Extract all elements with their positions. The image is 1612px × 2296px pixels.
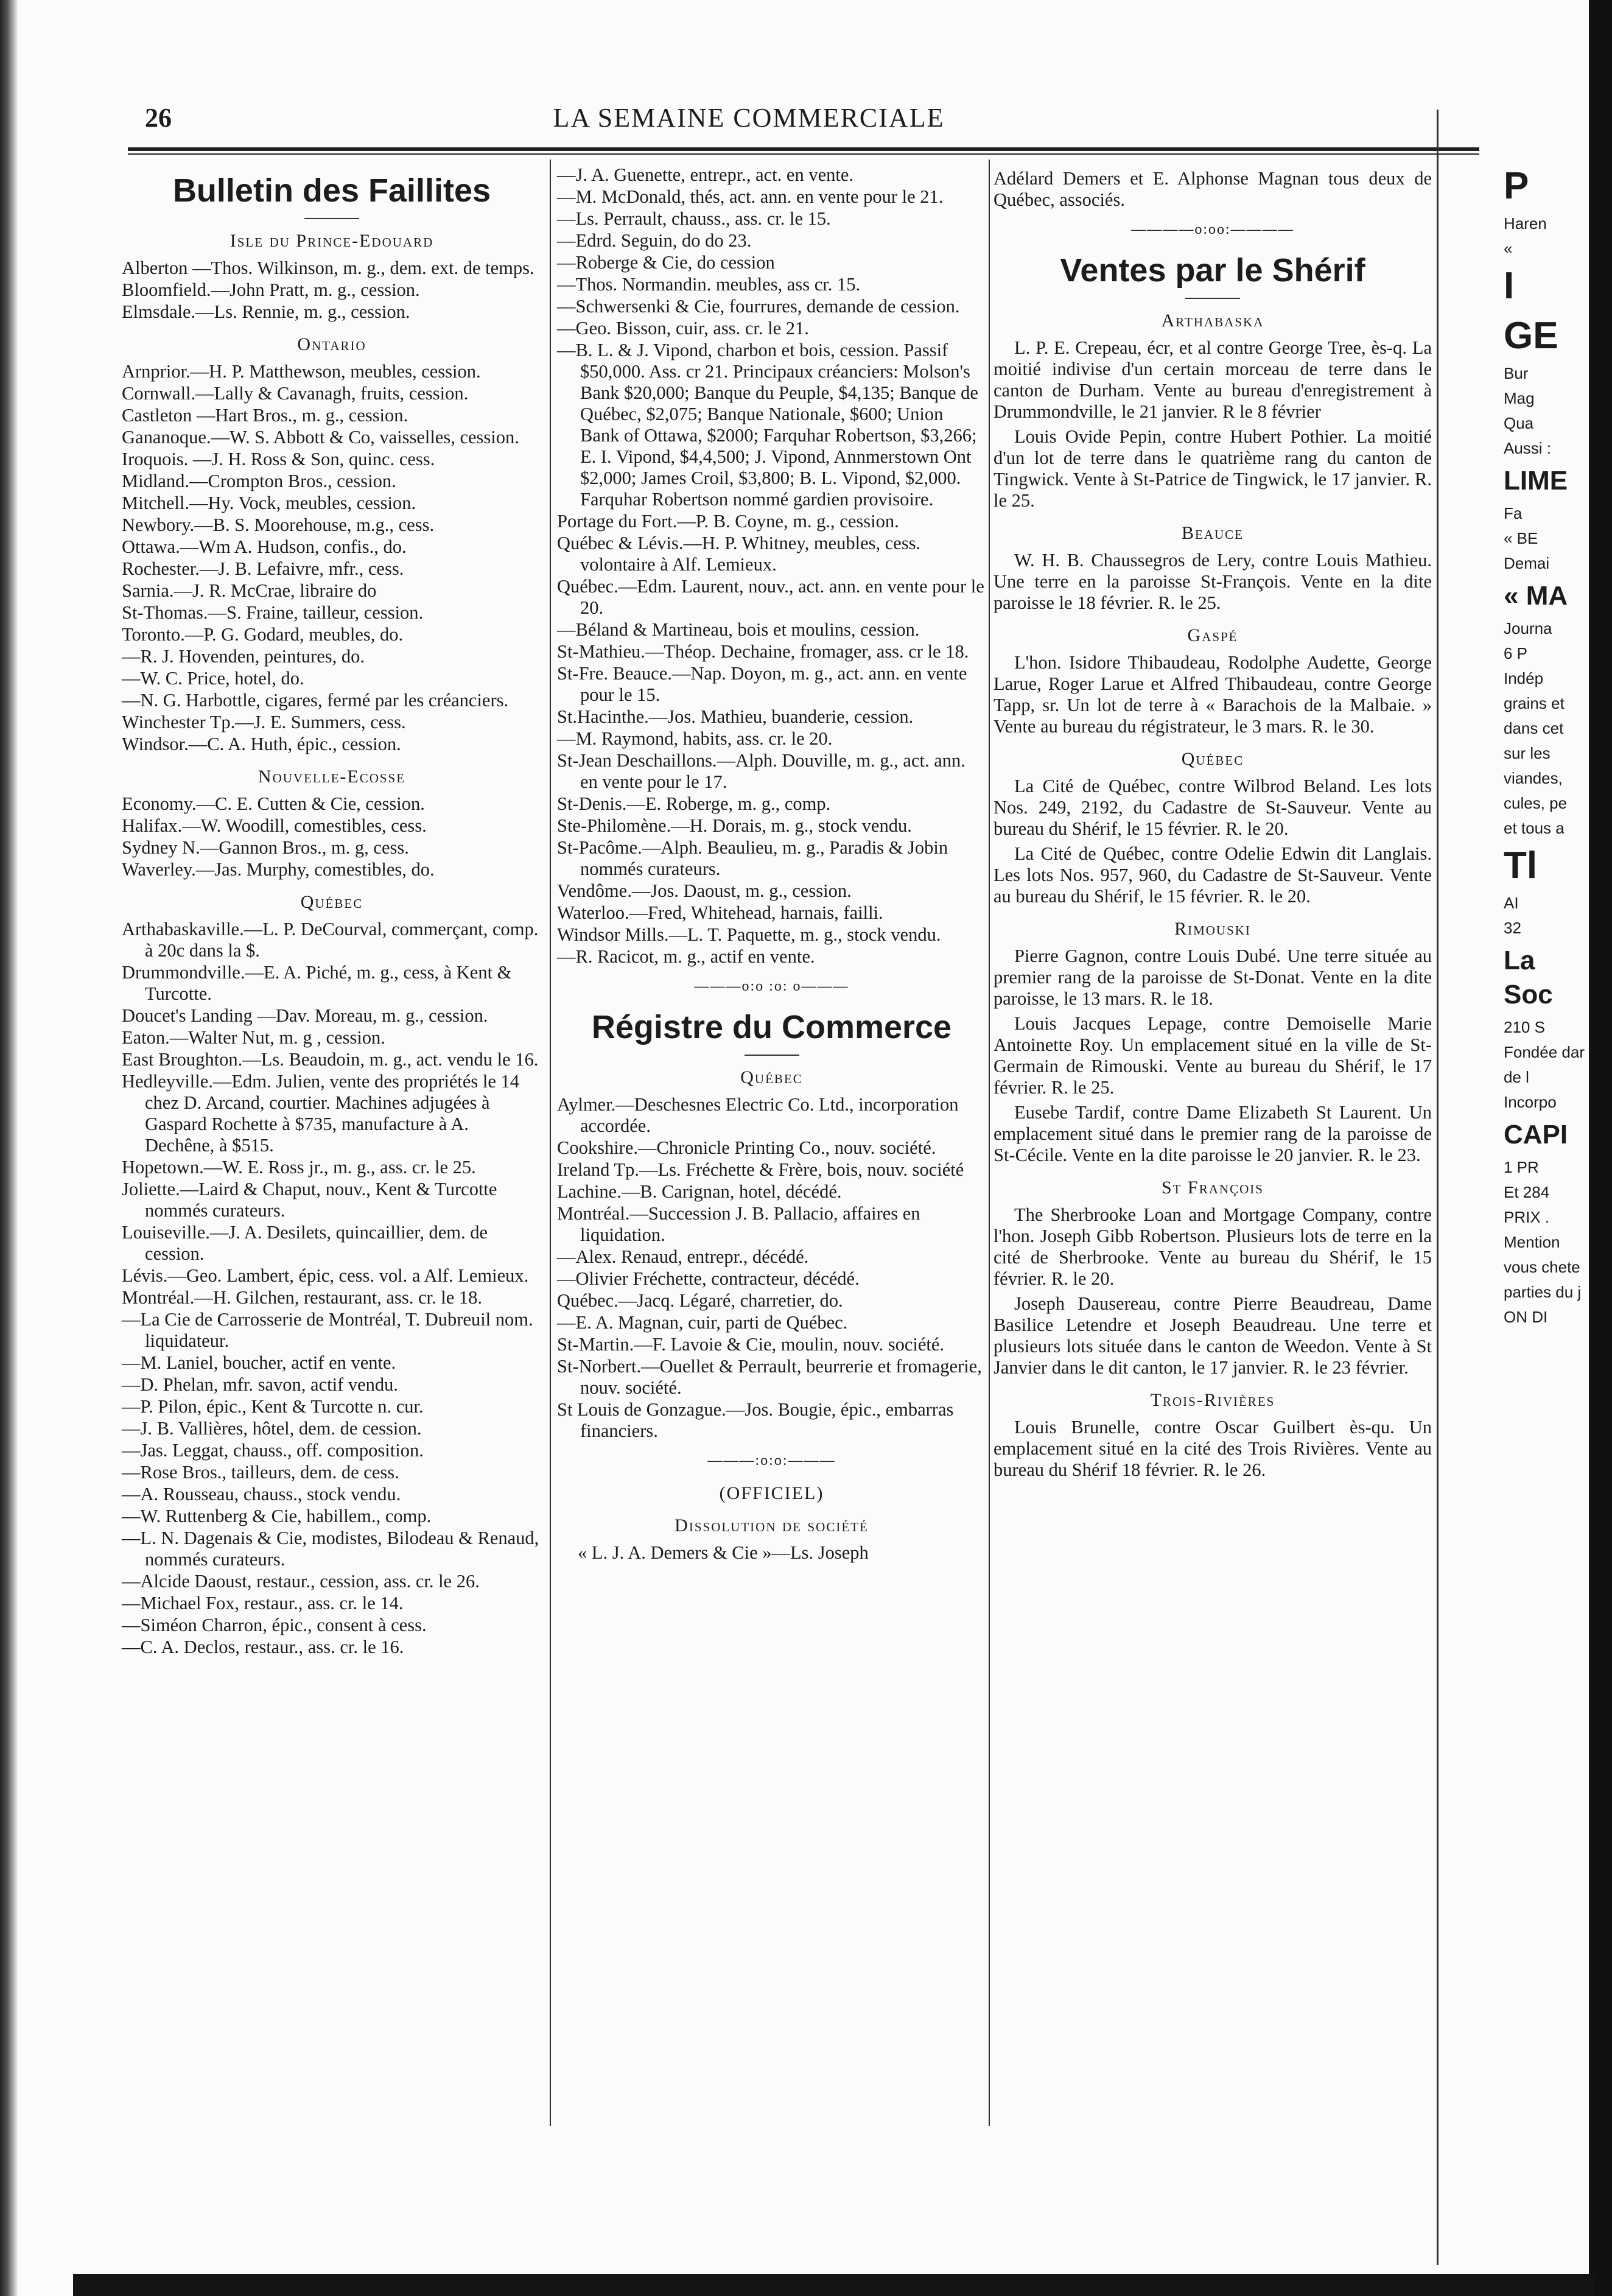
fragment-text: LIME: [1504, 466, 1568, 496]
failure-entry: St-Denis.—E. Roberge, m. g., comp.: [557, 793, 831, 814]
failure-entry: —C. A. Declos, restaur., ass. cr. le 16.: [122, 1637, 404, 1657]
failure-entry: —J. A. Guenette, entrepr., act. en vente.: [557, 164, 853, 185]
fragment-text: I: [1504, 265, 1515, 307]
failure-entry: Newbory.—B. S. Moorehouse, m.g., cess.: [122, 514, 435, 535]
district-heading: Beauce: [1181, 523, 1244, 543]
official-label: (OFFICIEL): [719, 1483, 824, 1503]
sheriff-sale-entry: L. P. E. Crepeau, écr, et al contre George Tree, ès-q. La moitié indivise d'un certain morceau de terre dans le canton de Durham. Vente au bureau d'enregistrement à Drummondville, le 21 janvier. R le 8 février: [993, 337, 1432, 422]
dissolution-text: « L. J. A. Demers & Cie »—Ls. Joseph: [578, 1542, 869, 1563]
failure-entry: Québec.—Edm. Laurent, nouv., act. ann. en vente pour le 20.: [557, 576, 984, 618]
bottom-edge-shadow: [73, 2274, 1595, 2296]
failure-entry: —A. Rousseau, chauss., stock vendu.: [122, 1484, 401, 1504]
failure-entry: —P. Pilon, épic., Kent & Turcotte n. cur.: [122, 1396, 424, 1417]
fragment-text: cules, pe: [1504, 794, 1568, 812]
failure-entry: St-Pacôme.—Alph. Beaulieu, m. g., Paradis & Jobin nommés curateurs.: [557, 837, 948, 879]
failure-entry: Montréal.—H. Gilchen, restaurant, ass. cr. le 18.: [122, 1287, 483, 1308]
failure-entry: —Béland & Martineau, bois et moulins, cession.: [557, 619, 920, 640]
district-heading: Québec: [1181, 749, 1244, 769]
page-binding-shadow: [0, 0, 18, 2296]
fragment-text: et tous a: [1504, 819, 1565, 837]
failure-entry: —Rose Bros., tailleurs, dem. de cess.: [122, 1462, 399, 1483]
district-heading: Trois-Rivières: [1150, 1390, 1275, 1410]
fragment-text: Indép: [1504, 669, 1544, 687]
failure-entry: —R. Racicot, m. g., actif en vente.: [557, 946, 815, 967]
failure-entry: Castleton —Hart Bros., m. g., cession.: [122, 405, 408, 426]
fragment-text: grains et: [1504, 694, 1565, 712]
failure-entry: —M. Raymond, habits, ass. cr. le 20.: [557, 728, 833, 749]
fragment-text: AI: [1504, 894, 1519, 912]
fragment-text: 32: [1504, 919, 1521, 937]
failure-entry: —L. N. Dagenais & Cie, modistes, Bilodeau & Renaud, nommés curateurs.: [122, 1528, 539, 1570]
fragment-text: P: [1504, 165, 1529, 207]
sheriff-sale-entry: La Cité de Québec, contre Wilbrod Beland. Les lots Nos. 249, 2192, du Cadastre de St-Sauveur. Vente au bureau du Shérif, le 15 février. R. le 20.: [993, 776, 1432, 839]
section-title-registre: Régistre du Commerce: [591, 1009, 952, 1045]
failure-entry: St-Thomas.—S. Fraine, tailleur, cession.: [122, 602, 424, 623]
failure-entry: —D. Phelan, mfr. savon, actif vendu.: [122, 1374, 399, 1395]
fragment-text: Bur: [1504, 364, 1529, 382]
failure-entry: Doucet's Landing —Dav. Moreau, m. g., cession.: [122, 1005, 488, 1026]
region-heading: Nouvelle-Ecosse: [258, 767, 406, 787]
failure-entry: East Broughton.—Ls. Beaudoin, m. g., act. vendu le 16.: [122, 1049, 539, 1070]
registry-entry: Ireland Tp.—Ls. Fréchette & Frère, bois, nouv. société: [557, 1159, 964, 1180]
failure-entry: Hedleyville.—Edm. Julien, vente des propriétés le 14 chez D. Arcand, courtier. Machines adjugées à Gaspard Rochette à $735, manufacture à A. Dechêne, à $515.: [122, 1071, 520, 1156]
failure-entry: St.Hacinthe.—Jos. Mathieu, buanderie, cession.: [557, 706, 914, 727]
fragment-text: vous chete: [1504, 1258, 1580, 1276]
failure-entry: Ottawa.—Wm A. Hudson, confis., do.: [122, 536, 407, 557]
header-rule: [128, 147, 1479, 151]
fragment-text: dans cet: [1504, 719, 1564, 737]
fragment-text: Tl: [1504, 844, 1538, 886]
failure-entry: Louiseville.—J. A. Desilets, quincaillier, dem. de cession.: [122, 1222, 488, 1264]
right-edge-shadow: [1589, 0, 1612, 2296]
failure-entry: —Thos. Normandin. meubles, ass cr. 15.: [557, 274, 861, 295]
registry-entry: St-Martin.—F. Lavoie & Cie, moulin, nouv. société.: [557, 1334, 945, 1355]
registry-entry: —Olivier Fréchette, contracteur, décédé.: [557, 1268, 860, 1289]
failure-entry: —Ls. Perrault, chauss., ass. cr. le 15.: [557, 208, 831, 229]
registry-entry: Montréal.—Succession J. B. Pallacio, affaires en liquidation.: [557, 1203, 920, 1245]
column-ventes-sherif: [993, 164, 1432, 1482]
fragment-text: 210 S: [1504, 1018, 1545, 1036]
fragment-text: Mention: [1504, 1233, 1560, 1251]
failure-entry: Midland.—Crompton Bros., cession.: [122, 471, 396, 491]
sheriff-sale-entry: Joseph Dausereau, contre Pierre Beaudreau, Dame Basilice Letendre et Joseph Beaudreau. Une terre et plusieurs lots située dans le canton de Weedon. Vente à St Janvier dans le dit canton, le 17 janvier. R. le 23 février.: [993, 1293, 1432, 1378]
failure-entry: Gananoque.—W. S. Abbott & Co, vaisselles, cession.: [122, 427, 519, 448]
failure-entry: Lévis.—Geo. Lambert, épic, cess. vol. a Alf. Lemieux.: [122, 1265, 529, 1286]
failure-entry: Arnprior.—H. P. Matthewson, meubles, cession.: [122, 361, 481, 382]
failure-entry: —W. Ruttenberg & Cie, habillem., comp.: [122, 1506, 432, 1526]
failure-entry: Ste-Philomène.—H. Dorais, m. g., stock vendu.: [557, 815, 912, 836]
failure-entry: —B. L. & J. Vipond, charbon et bois, cession. Passif $50,000. Ass. cr 21. Principaux créanciers: Molson's Bank $20,000; Banque du Peuple, $4,135; Banque de Québec, $2,075; Banque Nationale, $600; Union Bank of Ottawa, $2000; Farquhar Robertson, $3,266; E. I. Vipond, $4,4,500; J. Vipond, Annmerstown Ont $2,000; James Croil, $3,800; B. L. Vipond, $2,000. Farquhar Robertson nommé gardien provisoire.: [557, 340, 978, 510]
fragment-text: Qua: [1504, 414, 1534, 432]
registry-entry: St Louis de Gonzague.—Jos. Bougie, épic., embarras financiers.: [557, 1399, 954, 1441]
failure-entry: Alberton —Thos. Wilkinson, m. g., dem. ext. de temps.: [122, 258, 534, 278]
failure-entry: —Siméon Charron, épic., consent à cess.: [122, 1615, 427, 1635]
registry-entry: Lachine.—B. Carignan, hotel, décédé.: [557, 1181, 842, 1202]
district-heading: Gaspé: [1187, 625, 1238, 645]
fragment-text: Incorpo: [1504, 1093, 1557, 1111]
district-heading: St François: [1162, 1178, 1264, 1198]
dissolution-heading: Dissolution de société: [675, 1515, 869, 1536]
fragment-text: ON DI: [1504, 1308, 1548, 1326]
failure-entry: —N. G. Harbottle, cigares, fermé par les créanciers.: [122, 690, 509, 711]
failure-entry: Hopetown.—W. E. Ross jr., m. g., ass. cr. le 25.: [122, 1157, 476, 1178]
title-underline: [745, 1055, 799, 1056]
failure-entry: Waverley.—Jas. Murphy, comestibles, do.: [122, 859, 435, 880]
page-gutter-divider: [1437, 110, 1439, 2265]
column-divider: [989, 160, 990, 2126]
fragment-text: 1 PR: [1504, 1158, 1539, 1176]
fragment-text: « BE: [1504, 529, 1538, 547]
fragment-text: sur les: [1504, 744, 1551, 762]
sheriff-sale-entry: Louis Brunelle, contre Oscar Guilbert ès-qu. Un emplacement situé en la cité des Trois Rivières. Vente au bureau du Shérif 18 février. R. le 26.: [993, 1417, 1432, 1480]
failure-entry: —M. Laniel, boucher, actif en vente.: [122, 1352, 396, 1373]
failure-entry: Rochester.—J. B. Lefaivre, mfr., cess.: [122, 558, 404, 579]
registry-entry: —Alex. Renaud, entrepr., décédé.: [557, 1246, 809, 1267]
failure-entry: Sarnia.—J. R. McCrae, libraire do: [122, 580, 377, 601]
failure-entry: Elmsdale.—Ls. Rennie, m. g., cession.: [122, 301, 410, 322]
fragment-text: Aussi :: [1504, 439, 1552, 457]
separator: ————o:oo:————: [1131, 222, 1294, 237]
failure-entry: St-Fre. Beauce.—Nap. Doyon, m. g., act. ann. en vente pour le 15.: [557, 663, 967, 705]
fragment-text: CAPI: [1504, 1120, 1568, 1150]
header-rule-thin: [128, 153, 1479, 155]
failure-entry: St-Mathieu.—Théop. Dechaine, fromager, ass. cr le 18.: [557, 641, 969, 662]
failure-entry: Windsor Mills.—L. T. Paquette, m. g., stock vendu.: [557, 924, 941, 945]
fragment-text: Fa: [1504, 504, 1523, 522]
sheriff-sale-entry: L'hon. Isidore Thibaudeau, Rodolphe Audette, George Larue, Roger Larue et Alfred Thibaudeau, contre George Tapp, sr. Un lot de terre à « Barachois de la Malbaie. » Vente au bureau du régistrateur, le 3 mars. R. le 30.: [993, 652, 1432, 737]
region-heading: Québec: [300, 892, 363, 912]
fragment-text: «: [1504, 239, 1513, 258]
failure-entry: Bloomfield.—John Pratt, m. g., cession.: [122, 279, 420, 300]
sheriff-sale-entry: Louis Ovide Pepin, contre Hubert Pothier. La moitié d'un lot de terre dans le quatrième rang du canton de Tingwick. Vente à St-Patrice de Tingwick, le 17 janvier. R. le 25.: [993, 426, 1432, 511]
failure-entry: —W. C. Price, hotel, do.: [122, 668, 304, 689]
sheriff-sale-entry: W. H. B. Chaussegros de Lery, contre Louis Mathieu. Une terre en la paroisse St-François. Vente en la dite paroisse le 18 février. R. le 25.: [993, 550, 1432, 613]
fragment-text: Et 284: [1504, 1183, 1550, 1201]
registry-entry: —E. A. Magnan, cuir, parti de Québec.: [557, 1312, 848, 1333]
fragment-text: Mag: [1504, 389, 1535, 407]
fragment-text: « MA: [1504, 581, 1568, 611]
failure-entry: —Geo. Bisson, cuir, ass. cr. le 21.: [557, 318, 809, 339]
separator: ———:o:o:———: [707, 1453, 836, 1469]
sheriff-sale-entry: Pierre Gagnon, contre Louis Dubé. Une terre située au premier rang de la paroisse de St-Donat. Vente en la dite paroisse, le 13 mars. R. le 18.: [993, 946, 1432, 1009]
region-heading: Isle du Prince-Edouard: [230, 231, 434, 251]
failure-entry: Arthabaskaville.—L. P. DeCourval, commerçant, comp. à 20c dans la $.: [122, 919, 539, 961]
title-underline: [304, 218, 359, 219]
fragment-text: Demai: [1504, 554, 1550, 572]
fragment-text: viandes,: [1504, 769, 1563, 787]
running-header-title: LA SEMAINE COMMERCIALE: [553, 103, 945, 133]
failure-entry: —J. B. Vallières, hôtel, dem. de cession.: [122, 1418, 422, 1439]
failure-entry: Québec & Lévis.—H. P. Whitney, meubles, cess. volontaire à Alf. Lemieux.: [557, 533, 921, 575]
registry-entry: St-Norbert.—Ouellet & Perrault, beurrerie et fromagerie, nouv. société.: [557, 1356, 982, 1398]
failure-entry: Cornwall.—Lally & Cavanagh, fruits, cession.: [122, 383, 469, 404]
failure-entry: Economy.—C. E. Cutten & Cie, cession.: [122, 793, 425, 814]
fragment-text: Journa: [1504, 619, 1552, 637]
failure-entry: Winchester Tp.—J. E. Summers, cess.: [122, 712, 406, 732]
fragment-text: GE: [1504, 315, 1558, 357]
page-number: 26: [145, 103, 172, 133]
failure-entry: Halifax.—W. Woodill, comestibles, cess.: [122, 815, 427, 836]
failure-entry: St-Jean Deschaillons.—Alph. Douville, m. g., act. ann. en vente pour le 17.: [557, 750, 965, 792]
failure-entry: Sydney N.—Gannon Bros., m. g, cess.: [122, 837, 409, 858]
sheriff-sale-entry: The Sherbrooke Loan and Mortgage Company, contre l'hon. Joseph Gibb Robertson. Plusieurs lots de terre en la cité de Sherbrooke. Vente au bureau du Shérif, le 15 février. R. le 20.: [993, 1204, 1432, 1289]
section-title-ventes: Ventes par le Shérif: [1060, 252, 1365, 289]
failure-entry: —R. J. Hovenden, peintures, do.: [122, 646, 365, 667]
column-faillites: [122, 164, 542, 1659]
district-heading: Arthabaska: [1161, 311, 1264, 331]
separator: ———o:o :o: o———: [694, 978, 849, 994]
region-heading: Ontario: [297, 334, 366, 354]
failure-entry: —La Cie de Carrosserie de Montréal, T. Dubreuil nom. liquidateur.: [122, 1309, 533, 1351]
section-title-faillites: Bulletin des Faillites: [172, 172, 491, 209]
registry-entry: Aylmer.—Deschesnes Electric Co. Ltd., incorporation accordée.: [557, 1094, 959, 1136]
failure-entry: —M. McDonald, thés, act. ann. en vente pour le 21.: [557, 186, 944, 207]
failure-entry: Portage du Fort.—P. B. Coyne, m. g., cession.: [557, 511, 899, 532]
failure-entry: Windsor.—C. A. Huth, épic., cession.: [122, 734, 401, 754]
fragment-text: parties du j: [1504, 1283, 1582, 1301]
column-faillites-registre: [557, 164, 986, 1565]
failure-entry: Toronto.—P. G. Godard, meubles, do.: [122, 624, 404, 645]
failure-entry: —Edrd. Seguin, do do 23.: [557, 230, 752, 251]
failure-entry: Joliette.—Laird & Chaput, nouv., Kent & Turcotte nommés curateurs.: [122, 1179, 497, 1221]
fragment-text: de l: [1504, 1068, 1529, 1086]
sheriff-sale-entry: Eusebe Tardif, contre Dame Elizabeth St Laurent. Un emplacement situé dans le premier rang de la paroisse de St-Cécile. Vente en la dite paroisse le 20 janvier. R. le 23.: [993, 1102, 1432, 1165]
failure-entry: Vendôme.—Jos. Daoust, m. g., cession.: [557, 880, 852, 901]
district-heading: Rimouski: [1174, 919, 1251, 939]
fragment-text: PRIX .: [1504, 1208, 1550, 1226]
column-divider: [550, 160, 551, 2126]
failure-entry: —Michael Fox, restaur., ass. cr. le 14.: [122, 1593, 404, 1613]
sheriff-sale-entry: Louis Jacques Lepage, contre Demoiselle Marie Antoinette Roy. Un emplacement situé en la ville de St-Germain de Rimouski. Vente au bureau du Shérif, le 17 février. R. le 25.: [993, 1013, 1432, 1098]
failure-entry: —Roberge & Cie, do cession: [557, 252, 775, 273]
region-heading: Québec: [740, 1067, 803, 1087]
registry-entry: Québec.—Jacq. Légaré, charretier, do.: [557, 1290, 843, 1311]
failure-entry: Drummondville.—E. A. Piché, m. g., cess, à Kent & Turcotte.: [122, 962, 512, 1004]
fragment-text: La Soc: [1504, 946, 1553, 1009]
fragment-text: Fondée dar: [1504, 1043, 1585, 1061]
sheriff-sale-entry: La Cité de Québec, contre Odelie Edwin dit Langlais. Les lots Nos. 957, 960, du Cadastre de St-Sauveur. Vente au bureau du Shérif, le 15 février. R. le 20.: [993, 843, 1432, 907]
failure-entry: —Schwersenki & Cie, fourrures, demande de cession.: [557, 296, 960, 317]
failure-entry: —Alcide Daoust, restaur., cession, ass. cr. le 26.: [122, 1571, 480, 1592]
failure-entry: Eaton.—Walter Nut, m. g , cession.: [122, 1027, 385, 1048]
adjacent-page-fragment: [1504, 164, 1589, 1333]
title-underline: [1185, 298, 1240, 299]
failure-entry: —Jas. Leggat, chauss., off. composition.: [122, 1440, 424, 1461]
failure-entry: Mitchell.—Hy. Vock, meubles, cession.: [122, 493, 416, 513]
failure-entry: Iroquois. —J. H. Ross & Son, quinc. cess.: [122, 449, 435, 469]
registry-entry: Cookshire.—Chronicle Printing Co., nouv. société.: [557, 1137, 936, 1158]
failure-entry: Waterloo.—Fred, Whitehead, harnais, failli.: [557, 902, 883, 923]
fragment-text: Haren: [1504, 214, 1547, 233]
partnership-intro: Adélard Demers et E. Alphonse Magnan tous deux de Québec, associés.: [993, 168, 1432, 210]
fragment-text: 6 P: [1504, 644, 1528, 662]
